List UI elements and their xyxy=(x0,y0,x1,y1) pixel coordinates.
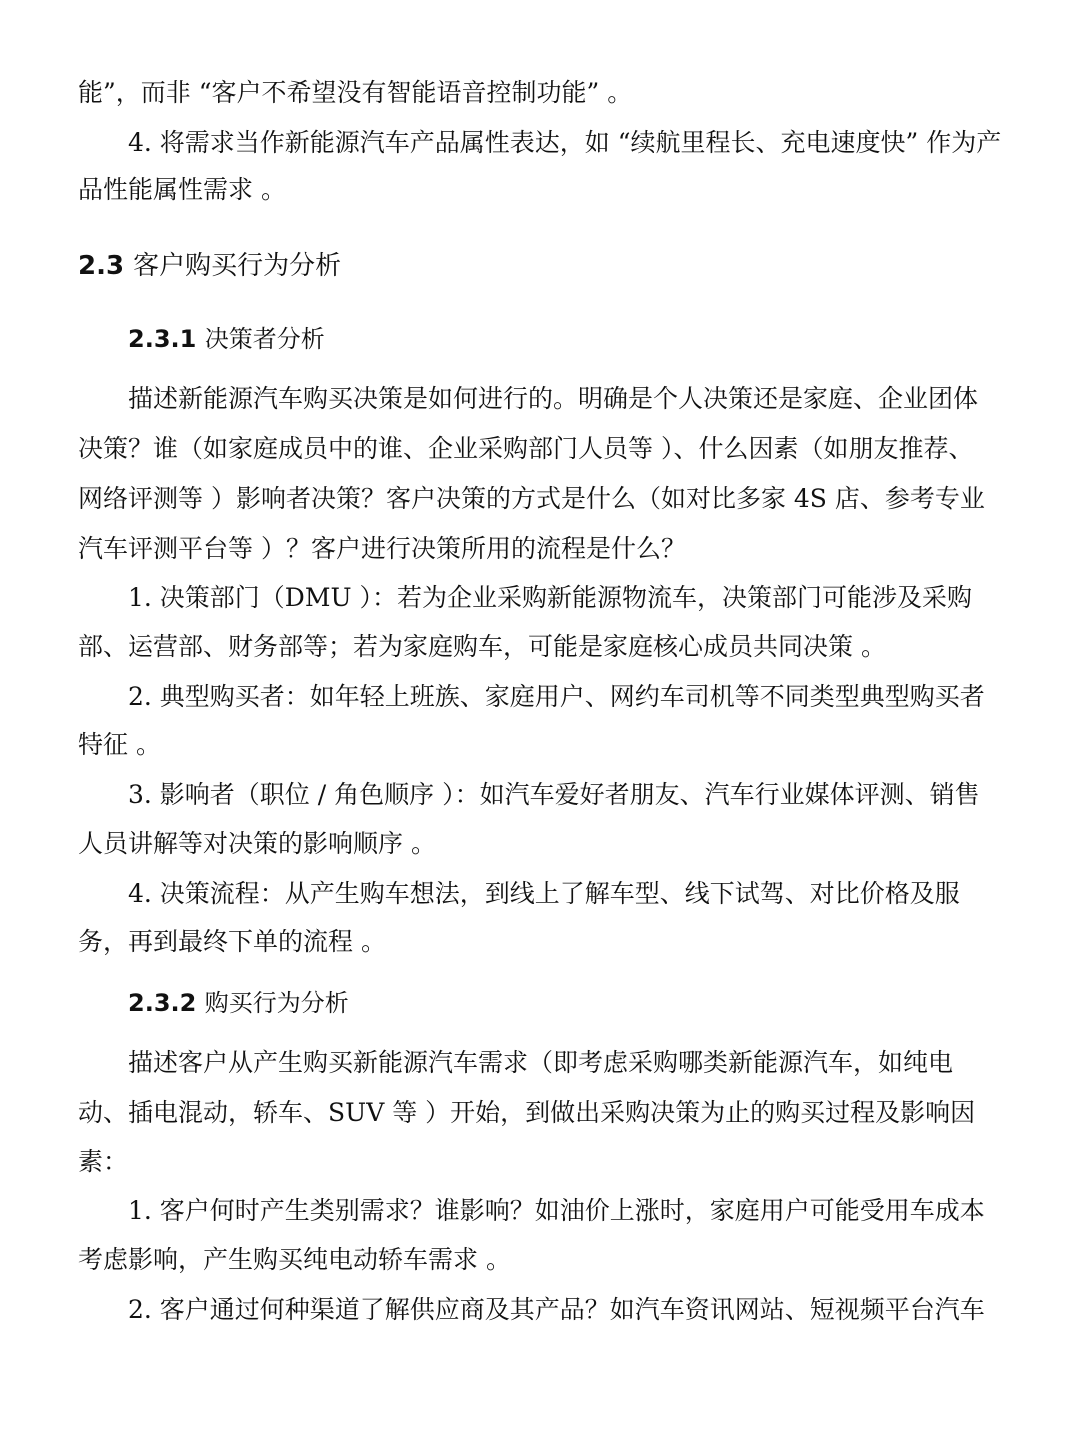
list-item-line: 3. 影响者（职位 / 角色顺序 ）：如汽车爱好者朋友、汽车行业媒体评测、销售 xyxy=(128,780,980,809)
list-item-line: 特征 。 xyxy=(78,730,161,759)
paragraph-line: 能”，而非 “客户不希望没有智能语音控制功能” 。 xyxy=(78,78,633,107)
list-item-line: 部、运营部、财务部等；若为家庭购车，可能是家庭核心成员共同决策 。 xyxy=(78,632,886,661)
paragraph-line: 素： xyxy=(78,1147,129,1176)
list-item-line: 务，再到最终下单的流程 。 xyxy=(78,927,386,956)
paragraph-line: 决策？谁（如家庭成员中的谁、企业采购部门人员等 ）、什么因素（如朋友推荐、 xyxy=(78,434,974,463)
paragraph-line: 动、插电混动，轿车、SUV 等 ）开始，到做出采购决策为止的购买过程及影响因 xyxy=(78,1098,976,1127)
paragraph-line: 网络评测等 ）影响者决策？客户决策的方式是什么（如对比多家 4S 店、参考专业 xyxy=(78,484,985,513)
list-item-line: 1. 客户何时产生类别需求？谁影响？如油价上涨时，家庭用户可能受用车成本 xyxy=(128,1196,985,1225)
section-number: 2.3.2 xyxy=(128,989,197,1017)
section-heading-2-3-1 xyxy=(128,324,325,354)
section-number: 2.3.1 xyxy=(128,325,197,353)
paragraph-line: 描述新能源汽车购买决策是如何进行的。明确是个人决策还是家庭、企业团体 xyxy=(128,384,979,413)
section-heading-2-3-2 xyxy=(128,988,349,1018)
section-title: 购买行为分析 xyxy=(204,989,349,1017)
list-item-line: 4. 决策流程：从产生购车想法，到线上了解车型、线下试驾、对比价格及服 xyxy=(128,879,960,908)
paragraph-line: 描述客户从产生购买新能源汽车需求（即考虑采购哪类新能源汽车，如纯电 xyxy=(128,1048,954,1077)
section-heading-2-3 xyxy=(78,250,341,282)
section-title: 决策者分析 xyxy=(204,325,325,353)
section-title: 客户购买行为分析 xyxy=(133,251,342,281)
paragraph-line: 品性能属性需求 。 xyxy=(78,175,286,204)
list-item-line: 2. 典型购买者：如年轻上班族、家庭用户、网约车司机等不同类型典型购买者 xyxy=(128,682,985,711)
list-item-line: 1. 决策部门（DMU ）：若为企业采购新能源物流车，决策部门可能涉及采购 xyxy=(128,583,972,612)
paragraph-line: 4. 将需求当作新能源汽车产品属性表达，如 “续航里程长、充电速度快” 作为产 xyxy=(128,128,1002,157)
paragraph-line: 汽车评测平台等 ）？客户进行决策所用的流程是什么？ xyxy=(78,534,686,563)
list-item-line: 人员讲解等对决策的影响顺序 。 xyxy=(78,829,436,858)
list-item-line: 2. 客户通过何种渠道了解供应商及其产品？如汽车资讯网站、短视频平台汽车 xyxy=(128,1295,985,1324)
section-number: 2.3 xyxy=(78,251,125,281)
list-item-line: 考虑影响，产生购买纯电动轿车需求 。 xyxy=(78,1245,511,1274)
